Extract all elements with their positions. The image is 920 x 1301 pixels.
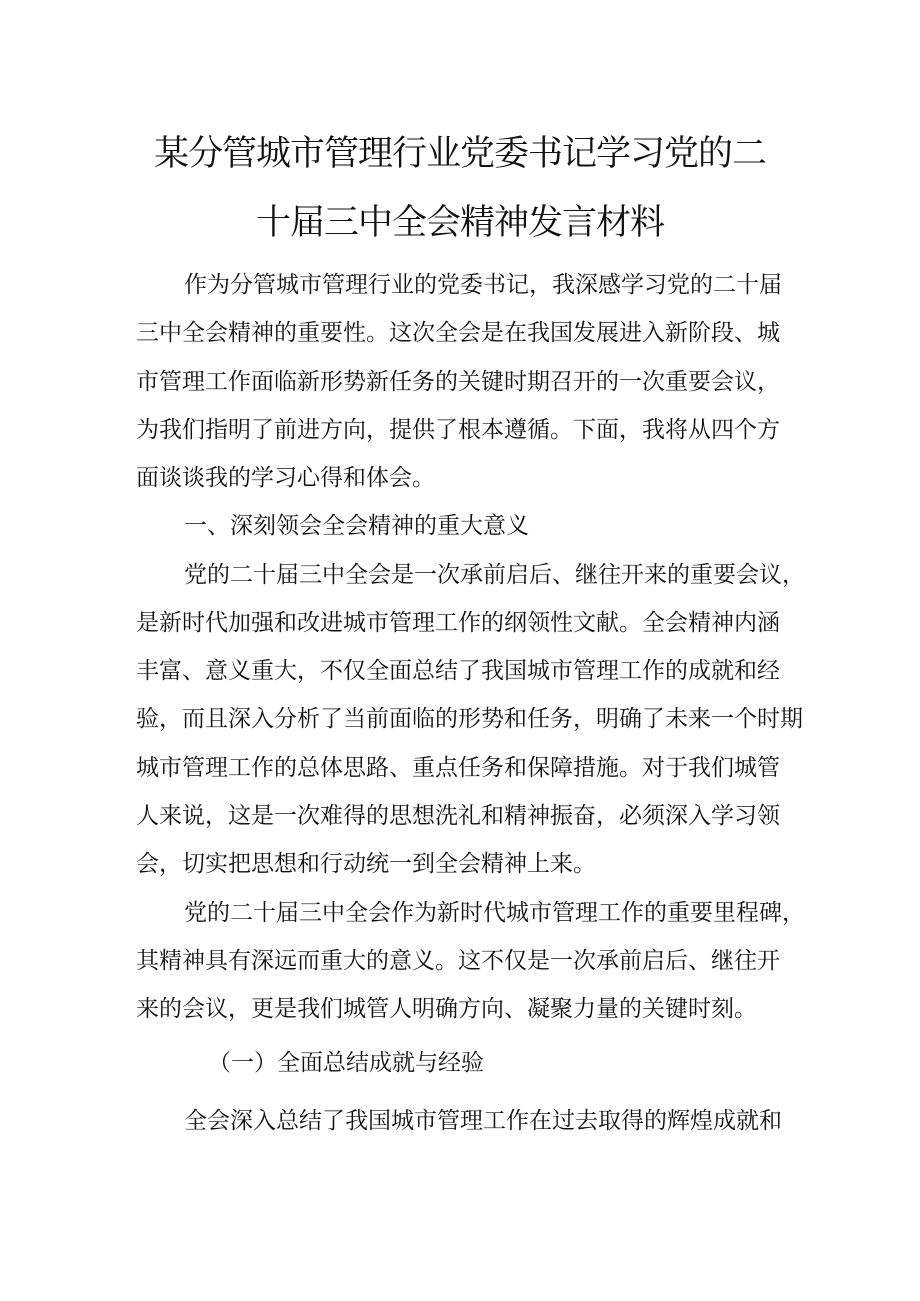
body-line: 为我们指明了前进方向，提供了根本遵循。下面，我将从四个方 [136, 417, 780, 443]
body-line: 三中全会精神的重要性。这次全会是在我国发展进入新阶段、城 [136, 320, 780, 346]
body-line: 面谈谈我的学习心得和体会。 [136, 465, 435, 491]
body-line: 来的会议，更是我们城管人明确方向、凝聚力量的关键时刻。 [136, 996, 757, 1022]
body-line: 作为分管城市管理行业的党委书记，我深感学习党的二十届 [184, 272, 782, 298]
document-title-line-1: 某分管城市管理行业党委书记学习党的二 [153, 134, 766, 174]
body-line: 其精神具有深远而重大的意义。这不仅是一次承前启后、继往开 [136, 948, 780, 974]
body-line: 全会深入总结了我国城市管理工作在过去取得的辉煌成就和 [184, 1108, 782, 1134]
document-title-line-2: 十届三中全会精神发言材料 [255, 203, 664, 243]
section-heading: 一、深刻领会全会精神的重大意义 [184, 513, 529, 539]
body-line: 是新时代加强和改进城市管理工作的纲领性文献。全会精神内涵 [136, 610, 780, 636]
body-line: 会，切实把思想和行动统一到全会精神上来。 [136, 851, 596, 877]
body-line: 党的二十届三中全会是一次承前启后、继往开来的重要会议， [184, 562, 805, 588]
body-line: 人来说，这是一次难得的思想洗礼和精神振奋，必须深入学习领 [136, 803, 780, 829]
subsection-heading: （一）全面总结成就与经验 [208, 1050, 484, 1076]
body-line: 市管理工作面临新形势新任务的关键时期召开的一次重要会议， [136, 369, 780, 395]
body-line: 丰富、意义重大，不仅全面总结了我国城市管理工作的成就和经 [136, 658, 780, 684]
body-line: 验，而且深入分析了当前面临的形势和任务，明确了未来一个时期 [136, 706, 803, 732]
body-line: 党的二十届三中全会作为新时代城市管理工作的重要里程碑， [184, 900, 805, 926]
body-line: 城市管理工作的总体思路、重点任务和保障措施。对于我们城管 [136, 755, 780, 781]
